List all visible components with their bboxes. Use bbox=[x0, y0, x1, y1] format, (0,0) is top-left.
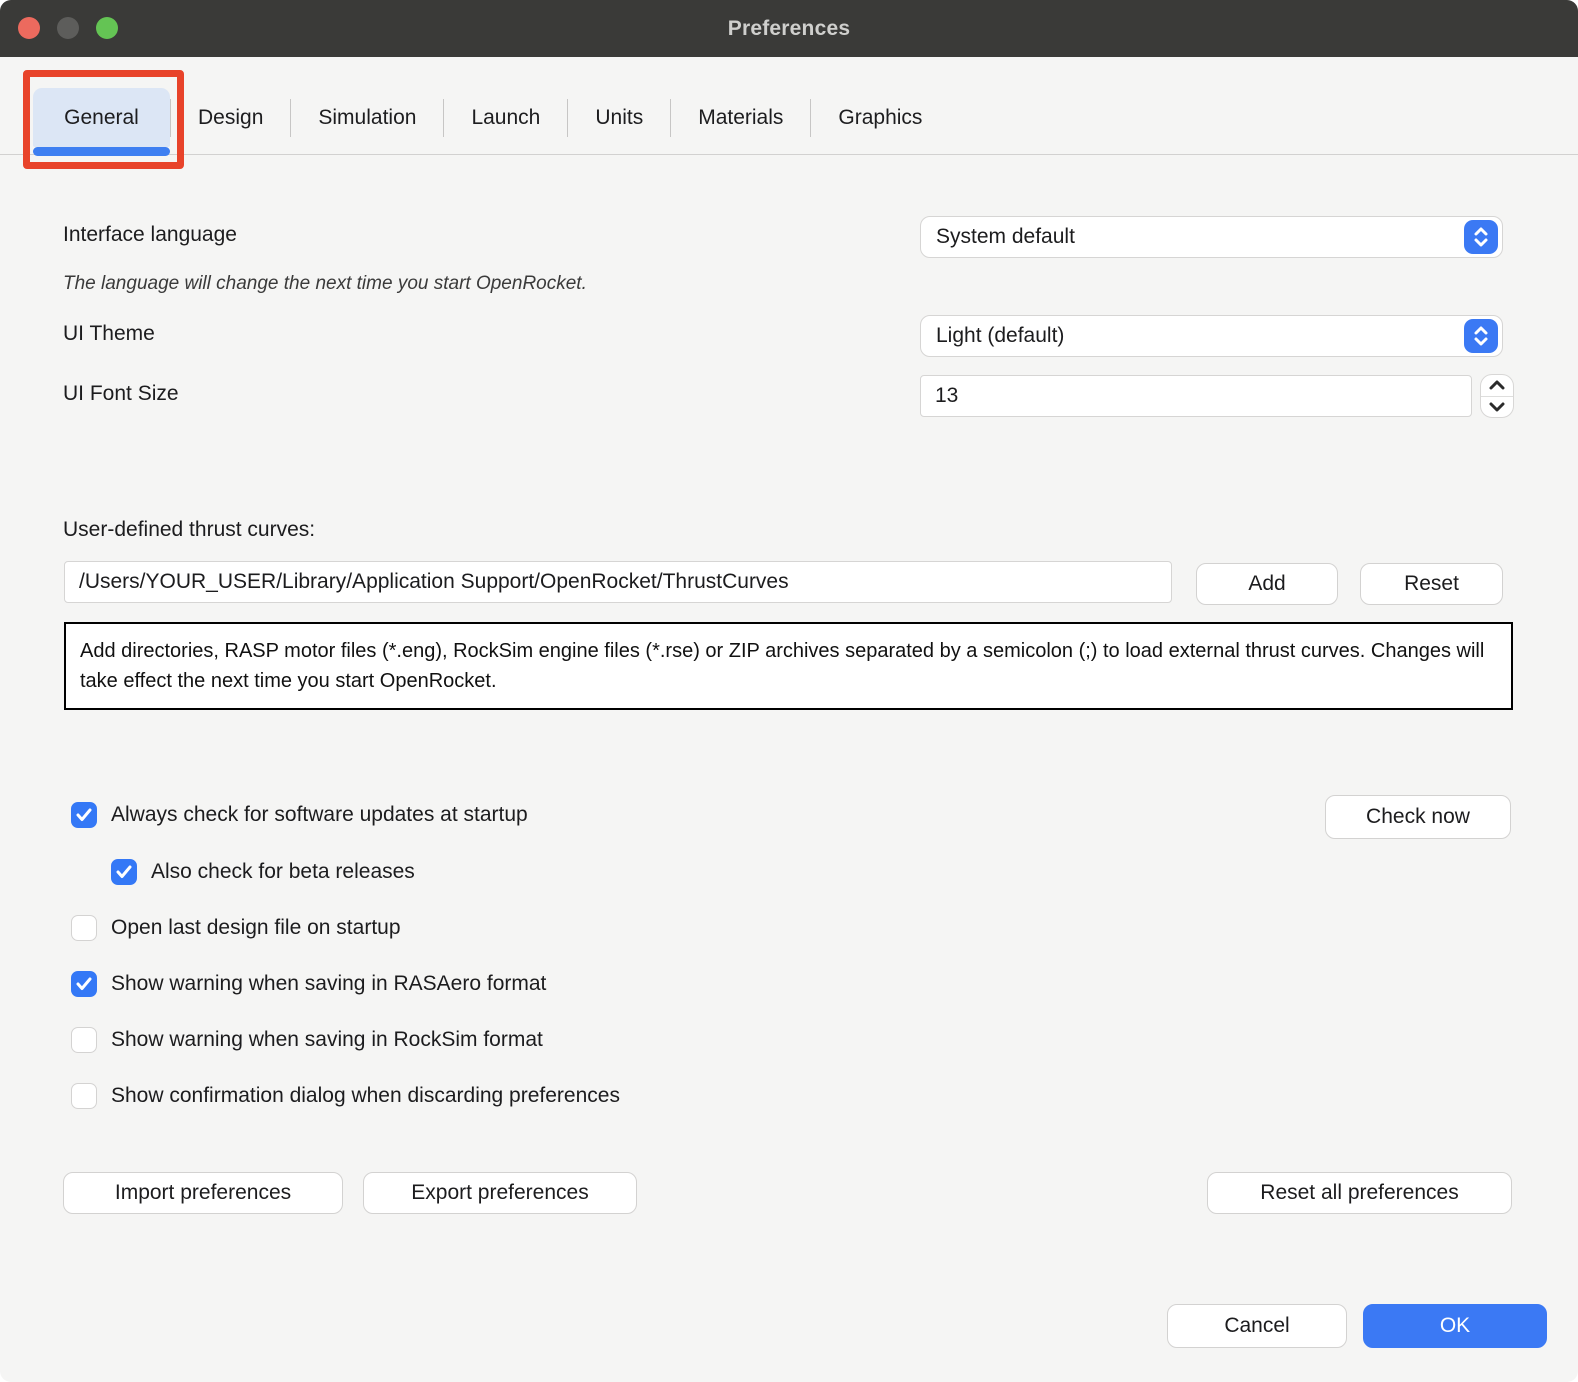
tab-graphics[interactable]: Graphics bbox=[838, 105, 923, 129]
checkbox[interactable] bbox=[111, 859, 137, 885]
checkbox[interactable] bbox=[71, 802, 97, 828]
interface-language-select[interactable] bbox=[920, 216, 1503, 258]
font-size-stepper[interactable] bbox=[1480, 374, 1514, 418]
reset-button[interactable]: Reset bbox=[1360, 563, 1503, 605]
add-button[interactable]: Add bbox=[1196, 563, 1338, 605]
chevron-up-down-icon bbox=[1464, 220, 1498, 254]
checkbox-label: Open last design file on startup bbox=[111, 916, 401, 939]
import-preferences-button[interactable]: Import preferences bbox=[63, 1172, 343, 1214]
checkbox-row-discard-confirm[interactable] bbox=[71, 1083, 620, 1109]
checkbox-row-beta[interactable] bbox=[111, 859, 415, 885]
checkbox[interactable] bbox=[71, 971, 97, 997]
tab-simulation[interactable]: Simulation bbox=[318, 105, 417, 129]
ui-theme-label: UI Theme bbox=[63, 322, 155, 345]
tab-units[interactable]: Units bbox=[595, 105, 644, 129]
tab-design[interactable]: Design bbox=[198, 105, 264, 129]
chevron-down-icon[interactable] bbox=[1481, 397, 1513, 418]
tab-launch[interactable]: Launch bbox=[471, 105, 541, 129]
checkbox-label: Show warning when saving in RockSim format bbox=[111, 1028, 543, 1051]
checkbox[interactable] bbox=[71, 915, 97, 941]
chevron-up-down-icon bbox=[1464, 319, 1498, 353]
traffic-lights bbox=[18, 17, 118, 39]
zoom-icon[interactable] bbox=[96, 17, 118, 39]
ui-font-size-input[interactable] bbox=[920, 375, 1472, 417]
checkbox[interactable] bbox=[71, 1083, 97, 1109]
reset-all-preferences-button[interactable]: Reset all preferences bbox=[1207, 1172, 1512, 1214]
thrust-curves-path-input[interactable] bbox=[64, 561, 1172, 603]
minimize-icon bbox=[57, 17, 79, 39]
language-note: The language will change the next time you start OpenRocket. bbox=[63, 273, 587, 294]
close-icon[interactable] bbox=[18, 17, 40, 39]
checkbox-row-open-last[interactable] bbox=[71, 915, 401, 941]
title-bar bbox=[0, 0, 1578, 57]
thrust-curves-help-text: Add directories, RASP motor files (*.eng), RockSim engine files (*.rse) or ZIP archives separated by a semicolon (;) to load external thrust curves. Changes will take effect the next time you start OpenRocket. bbox=[64, 622, 1513, 710]
check-now-button[interactable]: Check now bbox=[1325, 795, 1511, 839]
interface-language-label: Interface language bbox=[63, 223, 237, 246]
window-title: Preferences bbox=[727, 16, 851, 40]
thrust-curves-label: User-defined thrust curves: bbox=[63, 518, 316, 541]
tabbar-divider bbox=[0, 154, 1578, 155]
checkbox-label: Always check for software updates at startup bbox=[111, 803, 528, 826]
dialog-content bbox=[0, 57, 1578, 1382]
ui-font-size-label: UI Font Size bbox=[63, 382, 179, 405]
checkbox-label: Also check for beta releases bbox=[151, 860, 415, 883]
ui-theme-select[interactable] bbox=[920, 315, 1503, 357]
ok-button[interactable]: OK bbox=[1363, 1304, 1547, 1348]
checkbox-row-updates[interactable] bbox=[71, 802, 528, 828]
export-preferences-button[interactable]: Export preferences bbox=[363, 1172, 637, 1214]
tab-materials[interactable]: Materials bbox=[698, 105, 784, 129]
chevron-up-icon[interactable] bbox=[1481, 375, 1513, 397]
checkbox-row-rasaero-warning[interactable] bbox=[71, 971, 546, 997]
ui-theme-value: Light (default) bbox=[936, 324, 1065, 347]
tab-general[interactable]: General bbox=[33, 88, 170, 147]
cancel-button[interactable]: Cancel bbox=[1167, 1304, 1347, 1348]
checkbox-row-rocksim-warning[interactable] bbox=[71, 1027, 543, 1053]
checkbox[interactable] bbox=[71, 1027, 97, 1053]
interface-language-value: System default bbox=[936, 225, 1075, 248]
checkbox-label: Show confirmation dialog when discarding preferences bbox=[111, 1084, 620, 1107]
checkbox-label: Show warning when saving in RASAero format bbox=[111, 972, 547, 995]
tab-bar bbox=[33, 88, 949, 147]
